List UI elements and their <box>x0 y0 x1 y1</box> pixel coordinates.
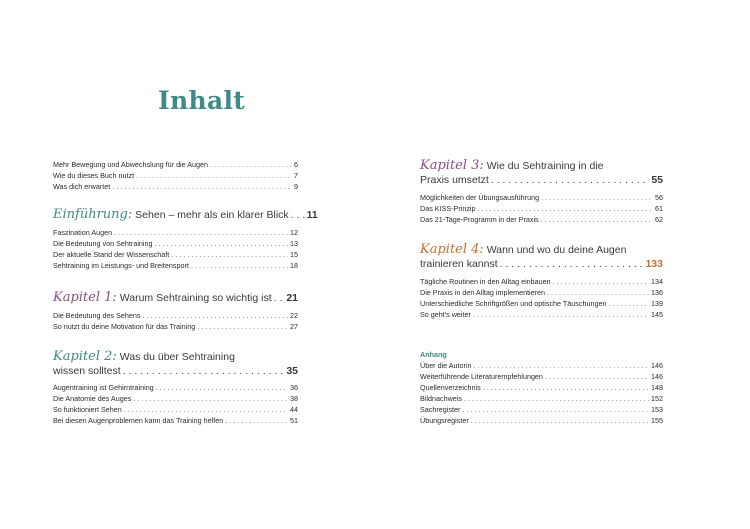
right-page <box>375 0 750 529</box>
chapter-heading[interactable]: Kapitel 2: Was du über Sehtraining wissen solltest . . . 35 <box>53 350 298 378</box>
toc-entry[interactable]: Augentraining ist Gehirntraining . . . 36 <box>53 382 298 393</box>
toc-entry[interactable]: Bei diesen Augenproblemen kann das Training helfen . . . 51 <box>53 415 298 426</box>
intro-section <box>53 159 298 192</box>
toc-entry[interactable]: Unterschiedliche Schriftgrößen und optische Täuschungen . . . 139 <box>420 298 663 309</box>
toc-entry[interactable]: Die Bedeutung von Sehtraining . . . 13 <box>53 238 298 249</box>
toc-entry[interactable]: Möglichkeiten der Übungsausführung . . . 56 <box>420 192 663 203</box>
toc-entry[interactable]: Tägliche Routinen in den Alltag einbauen . . . 134 <box>420 276 663 287</box>
toc-entry[interactable]: So funktioniert Sehen . . . 44 <box>53 404 298 415</box>
chapter-3 <box>420 159 663 225</box>
chapter-heading[interactable]: Kapitel 3: Wie du Sehtraining in die Praxis umsetzt . . . 55 <box>420 159 663 187</box>
page-title: Inhalt <box>158 86 246 115</box>
toc-entry[interactable]: So geht's weiter . . . 145 <box>420 309 663 320</box>
toc-entry[interactable]: Über die Autorin . . . 146 <box>420 360 663 371</box>
chapter-1 <box>53 291 298 332</box>
toc-entry[interactable]: Übungsregister . . . 155 <box>420 415 663 426</box>
toc-entry[interactable]: Faszination Augen . . . 12 <box>53 227 298 238</box>
chapter-heading[interactable]: Einführung: Sehen – mehr als ein klarer Blick . . . 11 <box>53 208 298 222</box>
chapter-2 <box>53 350 298 426</box>
chapter-heading[interactable]: Kapitel 1: Warum Sehtraining so wichtig ist . . . 21 <box>53 291 298 305</box>
chapter-4 <box>420 243 663 320</box>
toc-entry[interactable]: Die Praxis in den Alltag implementieren . . . 136 <box>420 287 663 298</box>
chapter-einfuehrung <box>53 207 318 271</box>
anhang-label: Anhang <box>420 350 447 359</box>
toc-entry[interactable]: Das KISS-Prinzip . . . 61 <box>420 203 663 214</box>
anhang-section <box>420 349 663 426</box>
toc-entry[interactable]: Die Anatomie des Auges . . . 38 <box>53 393 298 404</box>
toc-entry[interactable]: Quellenverzeichnis . . . 148 <box>420 382 663 393</box>
toc-entry[interactable]: Was dich erwartet . . . 9 <box>53 181 298 192</box>
toc-entry[interactable]: So nutzt du deine Motivation für das Training . . . 27 <box>53 321 298 332</box>
chapter-heading[interactable]: Kapitel 4: Wann und wo du deine Augen trainieren kannst . . . 133 <box>420 243 663 271</box>
toc-entry[interactable]: Weiterführende Literaturempfehlungen . . . 146 <box>420 371 663 382</box>
toc-entry[interactable]: Mehr Bewegung und Abwechslung für die Augen . . . 6 <box>53 159 298 170</box>
toc-entry[interactable]: Das 21-Tage-Programm in der Praxis . . . 62 <box>420 214 663 225</box>
toc-entry[interactable]: Wie du dieses Buch nutzt . . . 7 <box>53 170 298 181</box>
toc-entry[interactable]: Sehtraining im Leistungs- und Breitensport . . . 18 <box>53 260 298 271</box>
toc-entry[interactable]: Sachregister . . . 153 <box>420 404 663 415</box>
toc-entry[interactable]: Bildnachweis . . . 152 <box>420 393 663 404</box>
toc-entry[interactable]: Der aktuelle Stand der Wissenschaft . . . 15 <box>53 249 298 260</box>
toc-entry[interactable]: Die Bedeutung des Sehens . . . 22 <box>53 310 298 321</box>
